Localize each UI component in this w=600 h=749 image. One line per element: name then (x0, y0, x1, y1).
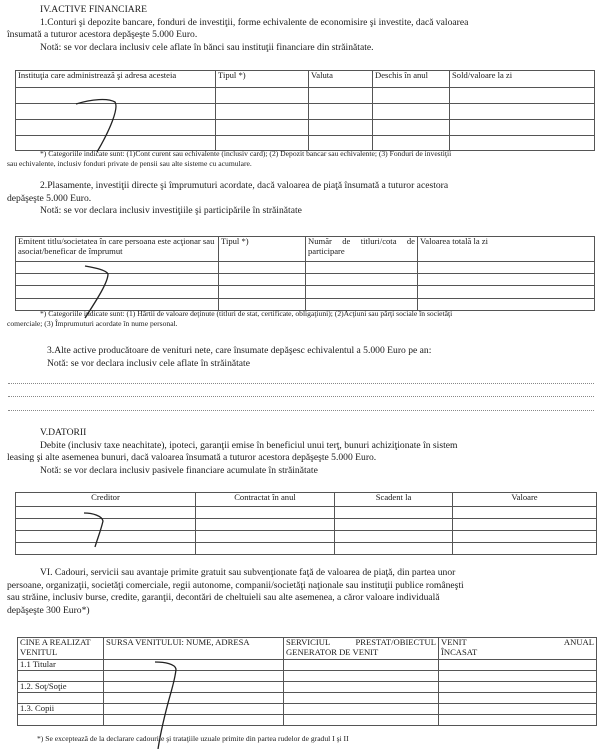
cadouri-text-line4: depăşeşte 300 Euro*) (7, 604, 90, 616)
cell[interactable] (16, 88, 216, 104)
cell[interactable] (216, 120, 309, 136)
item2-block (7, 180, 595, 218)
col-header-contractat: Contractat în anul (196, 493, 335, 507)
item2-footnote (7, 309, 595, 330)
cell[interactable] (439, 704, 597, 715)
cell[interactable] (450, 104, 595, 120)
item2-footnote-line1: *) Categoriile indicate sunt: (1) Hârtii de valoare deţinute (titluri de stat, certificate, obligaţiuni); (2)Acţiuni sau părţi sociale în societăţi (40, 309, 453, 318)
cell[interactable] (219, 262, 306, 274)
table-bank-accounts (15, 70, 595, 151)
cell[interactable] (16, 120, 216, 136)
table-header-row (16, 71, 595, 88)
cell[interactable] (219, 274, 306, 286)
item2-text-line2: depăşeşte 5.000 Euro. (7, 192, 92, 204)
cadouri-text-line2: persoane, organizaţii, societăţi comerciale, regii autonome, companii/societăţi naţionale sau instituţii publice româneşti (7, 579, 464, 591)
cell[interactable] (16, 104, 216, 120)
cadouri-text-line3: sau străine, inclusiv burse, credite, garanţii, decontări de cheltuieli sau alte asemenea, a căror valoare individuală (7, 592, 440, 604)
cell[interactable] (453, 543, 597, 555)
table-row (16, 507, 597, 519)
cell[interactable] (196, 507, 335, 519)
table-row (16, 88, 595, 104)
table-row (18, 715, 597, 726)
cell[interactable] (104, 660, 284, 671)
table-header-row (18, 638, 597, 660)
section-title-datorii: V.DATORII (40, 427, 87, 438)
cadouri-footnote: *) Se exceptează de la declarare cadourile şi trataţiile uzuale primite din partea rudelor de gradul I şi II (37, 734, 349, 743)
cell[interactable] (309, 88, 373, 104)
cell[interactable] (216, 88, 309, 104)
cell[interactable] (306, 274, 418, 286)
cell[interactable] (284, 715, 439, 726)
table-header-row (16, 493, 597, 507)
datorii-text-line2: leasing şi alte asemenea bunuri, dacă valoarea însumată a tuturor acestora depăşeşte 5.000 Euro. (7, 452, 377, 464)
cell[interactable] (439, 715, 597, 726)
cell[interactable] (450, 120, 595, 136)
table-row (18, 682, 597, 693)
cell[interactable] (284, 693, 439, 704)
item1-note: Notă: se vor declara inclusiv cele aflate în bănci sau instituţii financiare din străinătate. (40, 41, 374, 53)
cell[interactable] (284, 660, 439, 671)
cell[interactable] (284, 671, 439, 682)
cell (18, 671, 104, 682)
table-row (18, 693, 597, 704)
table-debts (15, 492, 597, 555)
cell[interactable] (16, 531, 196, 543)
section-datorii (7, 427, 595, 478)
cell[interactable] (196, 543, 335, 555)
row-label-titular: 1.1 Titular (18, 660, 104, 671)
col-header-cine: CINE A REALIZAT VENITUL (18, 638, 104, 660)
table-row (16, 519, 597, 531)
row-label-copii: 1.3. Copii (18, 704, 104, 715)
row-label-sot-sotie: 1.2. Soţ/Soţie (18, 682, 104, 693)
cell[interactable] (418, 262, 595, 274)
cell[interactable] (450, 88, 595, 104)
cell[interactable] (306, 286, 418, 299)
cell[interactable] (104, 682, 284, 693)
cell[interactable] (216, 104, 309, 120)
col-header-emitent: Emitent titlu/societatea în care persoana este acţionar sau asociat/beneficar de împrumut (16, 237, 219, 262)
cell[interactable] (453, 531, 597, 543)
table-row (16, 120, 595, 136)
cell[interactable] (453, 519, 597, 531)
col-header-valoarea-totala: Valoarea totală la zi (418, 237, 595, 262)
item3-note: Notă: se vor declara inclusiv cele aflate în străinătate (47, 357, 250, 369)
cell[interactable] (104, 693, 284, 704)
cell[interactable] (196, 519, 335, 531)
cell[interactable] (284, 704, 439, 715)
cell[interactable] (309, 120, 373, 136)
cell[interactable] (418, 274, 595, 286)
cell (18, 693, 104, 704)
col-header-sursa: SURSA VENITULUI: NUME, ADRESA (104, 638, 284, 660)
item1-footnote (7, 149, 595, 170)
cell[interactable] (439, 682, 597, 693)
table-gifts (17, 637, 597, 726)
cell[interactable] (104, 704, 284, 715)
section-title-active-financiare: IV.ACTIVE FINANCIARE (40, 4, 147, 15)
item2-footnote-line2: comerciale; (3) Împrumuturi acordate în nume personal. (7, 319, 178, 329)
cell[interactable] (373, 120, 450, 136)
col-header-tipul: Tipul *) (219, 237, 306, 262)
header-venit-b: ANUAL (563, 637, 594, 647)
item2-note: Notă: se vor declara inclusiv investiţiile şi participările în străinătate (40, 205, 302, 217)
col-header-institutia: Instituţia care administrează şi adresa acesteia (16, 71, 216, 88)
cell[interactable] (418, 286, 595, 299)
cell[interactable] (335, 543, 453, 555)
col-header-numar-titluri: Număr de titluri/cota de participare (306, 237, 418, 262)
section-active-financiare (7, 4, 595, 55)
table-row (16, 531, 597, 543)
col-header-deschis: Deschis în anul (373, 71, 450, 88)
col-header-valuta: Valuta (309, 71, 373, 88)
cell[interactable] (16, 507, 196, 519)
cell[interactable] (335, 519, 453, 531)
item3-text: 3.Alte active producătoare de venituri nete, care însumate depăşesc echivalentul a 5.000 Euro pe an: (47, 345, 432, 356)
cell[interactable] (284, 682, 439, 693)
item1-footnote-line1: *) Categoriile indicate sunt: (1)Cont curent sau echivalente (inclusiv card); (2) Depozit bancar sau echivalente; (3) Fonduri de investiţii (40, 149, 452, 158)
col-header-venit (439, 638, 597, 660)
item2-text-line1: 2.Plasamente, investiţii directe şi împrumuturi acordate, dacă valoarea de piaţă însumată a tuturor acestora (40, 180, 449, 191)
header-venit-a: VENIT (441, 637, 467, 647)
col-header-creditor: Creditor (16, 493, 196, 507)
datorii-note: Notă: se vor declara inclusiv pasivele financiare acumulate în străinătate (40, 464, 318, 476)
cell[interactable] (16, 543, 196, 555)
item3-fill-line-3[interactable] (8, 410, 594, 411)
cell[interactable] (104, 671, 284, 682)
table-row (16, 286, 595, 299)
col-header-tipul: Tipul *) (216, 71, 309, 88)
cell[interactable] (439, 671, 597, 682)
cell[interactable] (439, 693, 597, 704)
cadouri-text-line1: VI. Cadouri, servicii sau avantaje primite gratuit sau subvenţionate faţă de valoarea de piaţă, din partea unor (40, 567, 456, 578)
table-header-row (16, 237, 595, 262)
table-row (16, 543, 597, 555)
table-row (18, 704, 597, 715)
cell[interactable] (16, 274, 219, 286)
cell[interactable] (309, 104, 373, 120)
cell[interactable] (335, 507, 453, 519)
col-header-valoare: Valoare (453, 493, 597, 507)
cell[interactable] (439, 660, 597, 671)
table-row (16, 104, 595, 120)
cell[interactable] (373, 104, 450, 120)
item1-text-line1: 1.Conturi şi depozite bancare, fonduri de investiţii, forme echivalente de economisire şi investite, dacă valoarea (40, 16, 469, 28)
cell[interactable] (335, 531, 453, 543)
col-header-scadent: Scadent la (335, 493, 453, 507)
item1-text-line2: însumată a tuturor acestora depăşeşte 5.000 Euro. (7, 29, 198, 41)
table-row (18, 660, 597, 671)
item3-fill-line-2[interactable] (8, 396, 594, 397)
cell[interactable] (306, 262, 418, 274)
item1-footnote-line2: sau echivalente, inclusiv fonduri private de pensii sau alte sisteme cu acumulare. (7, 159, 252, 169)
table-row (18, 671, 597, 682)
cell[interactable] (104, 715, 284, 726)
table-row (16, 262, 595, 274)
cell[interactable] (219, 286, 306, 299)
cell[interactable] (16, 286, 219, 299)
item3-fill-line-1[interactable] (8, 383, 594, 384)
datorii-text-line1: Debite (inclusiv taxe neachitate), ipoteci, garanţii emise în beneficiul unui terţ, bunuri achiziţionate în sistem (40, 439, 458, 451)
header-venit-c: ÎNCASAT (441, 646, 478, 657)
item3-block (7, 345, 595, 370)
cell[interactable] (373, 88, 450, 104)
cell[interactable] (196, 531, 335, 543)
table-row (16, 274, 595, 286)
table-investments (15, 236, 595, 311)
cell[interactable] (16, 262, 219, 274)
col-header-sold: Sold/valoare la zi (450, 71, 595, 88)
cell (18, 715, 104, 726)
col-header-serviciul: SERVICIUL PRESTAT/OBIECTUL GENERATOR DE VENIT (284, 638, 439, 660)
section-cadouri (7, 567, 595, 618)
cell[interactable] (16, 519, 196, 531)
cell[interactable] (453, 507, 597, 519)
